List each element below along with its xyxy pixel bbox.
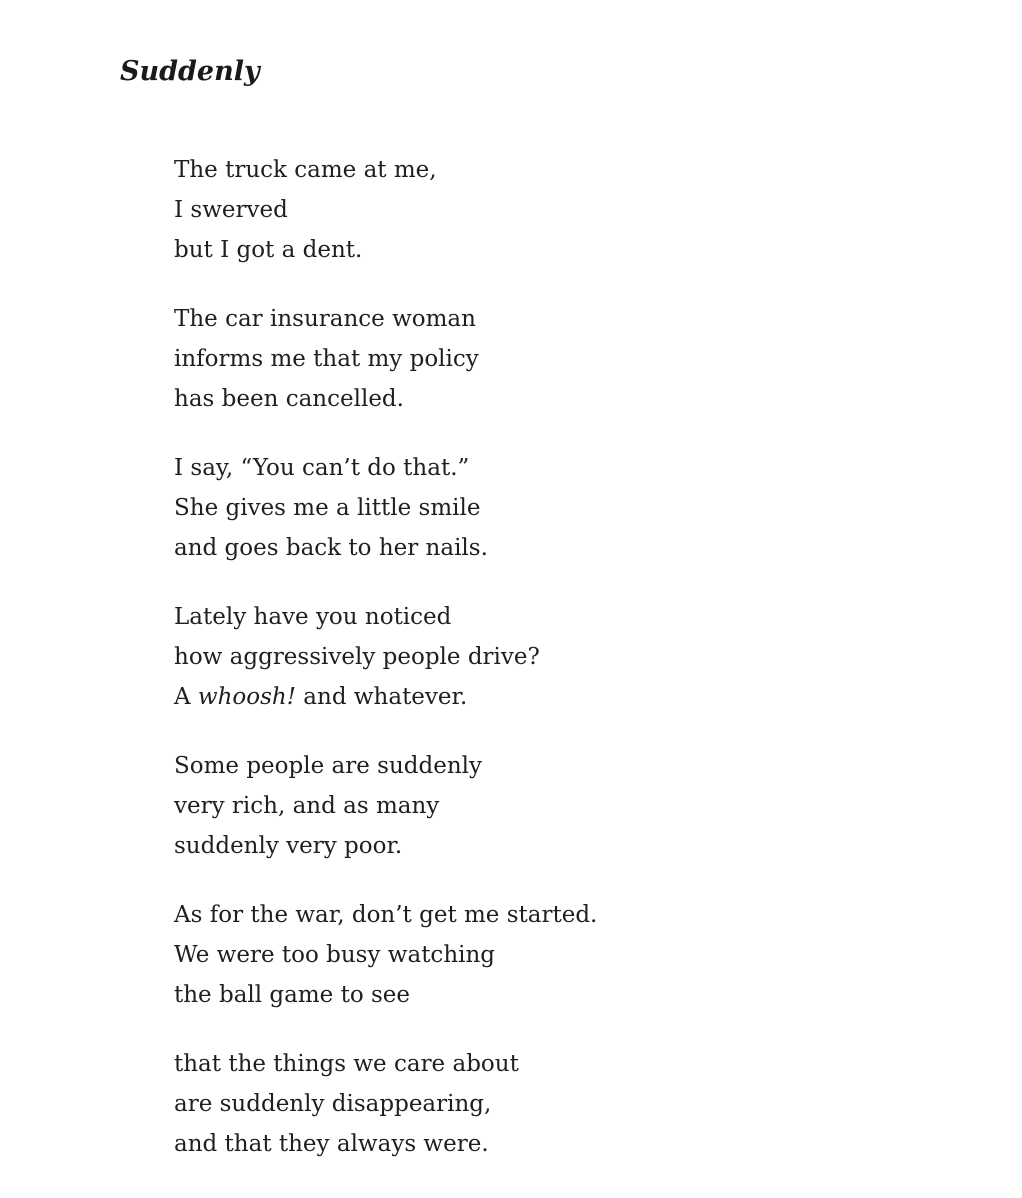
poem-line: Lately have you noticed <box>174 604 452 630</box>
poem-line: the ball game to see <box>174 982 411 1008</box>
poem-body <box>174 150 974 1193</box>
poem-line: I say, “You can’t do that.” <box>174 455 470 481</box>
poem-line: I swerved <box>174 197 288 223</box>
poem-line: but I got a dent. <box>174 237 363 263</box>
poem-line: She gives me a little smile <box>174 495 481 521</box>
stanza-4 <box>174 597 974 717</box>
poem-line: very rich, and as many <box>174 793 440 819</box>
poem-line: As for the war, don’t get me started. <box>174 902 598 928</box>
line-prefix: A <box>174 684 198 710</box>
poem-line: Some people are suddenly <box>174 753 482 779</box>
stanza-1 <box>174 150 974 270</box>
poem-line: that the things we care about <box>174 1051 519 1077</box>
poem-line: and goes back to her nails. <box>174 535 488 561</box>
italic-word: whoosh! <box>197 684 296 710</box>
poem-line: We were too busy watching <box>174 942 496 968</box>
stanza-7 <box>174 1044 974 1164</box>
poem-line: The car insurance woman <box>174 306 476 332</box>
poem-line: are suddenly disappearing, <box>174 1091 492 1117</box>
stanza-5 <box>174 746 974 866</box>
poem-line: how aggressively people drive? <box>174 644 540 670</box>
poem-line: and that they always were. <box>174 1131 489 1157</box>
poem-line: The truck came at me, <box>174 157 437 183</box>
poem-line: has been cancelled. <box>174 386 404 412</box>
stanza-3 <box>174 448 974 568</box>
poem-title: Suddenly <box>120 56 260 87</box>
stanza-6 <box>174 895 974 1015</box>
stanza-2 <box>174 299 974 419</box>
line-suffix: and whatever. <box>295 684 468 710</box>
poem-line: informs me that my policy <box>174 346 479 372</box>
poem-line: suddenly very poor. <box>174 833 403 859</box>
poem-line-with-italic <box>174 677 974 717</box>
